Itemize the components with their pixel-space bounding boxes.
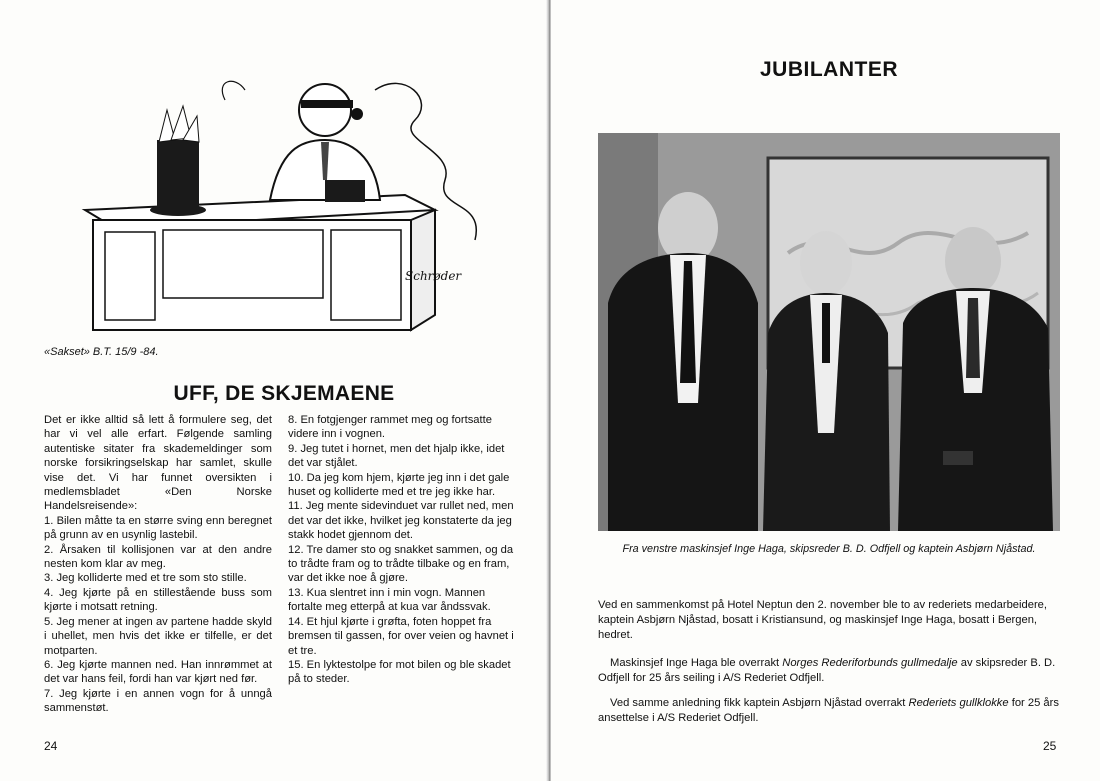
paragraph-3-part-1: Ved samme anledning fikk kaptein Asbjørn Njåstad overrakt — [610, 697, 909, 709]
award-medal: Norges Rederiforbunds gullmedalje — [782, 657, 958, 669]
list-item: 4. Jeg kjørte på en stillestående buss som kjørte i motsatt retning. — [44, 586, 272, 614]
paragraph-3-part-2: for 25 års ansettelse i A/S Rederiet Odfjell. — [598, 697, 1059, 724]
paragraph-2-part-2: av skipsreder B. D. Odfjell for 25 års seiling i A/S Rederiet Odfjell. — [598, 657, 1056, 684]
jubilee-heading: JUBILANTER — [760, 58, 899, 81]
award-watch: Rederiets gullklokke — [908, 697, 1009, 709]
cartoon-illustration — [75, 70, 535, 340]
paragraph-2 — [598, 656, 1060, 686]
list-item: 15. En lyktestolpe for mot bilen og ble skadet på to steder. — [288, 658, 511, 686]
page-number: 24 — [44, 739, 58, 753]
list-item: 8. En fotgjenger rammet meg og fortsatte videre inn i vognen. — [288, 414, 492, 441]
paragraph-2-text — [598, 656, 1060, 686]
group-photo — [598, 133, 1060, 531]
list-item: 10. Da jeg kom hjem, kjørte jeg inn i det gale huset og kolliderte med et tre jeg ikke har. — [288, 471, 510, 499]
paragraph-2-part-1: Maskinsjef Inge Haga ble overrakt — [610, 657, 783, 669]
list-item: 2. Årsaken til kollisjonen var at den andre nesten kom klar av meg. — [44, 543, 272, 571]
list-item: 11. Jeg mente sidevinduet var rullet ned, men det var det ikke, hvilket jeg konstaterte da jeg stakk hodet gjennom det. — [288, 500, 514, 542]
list-item: 14. Et hjul kjørte i grøfta, foten hoppet fra bremsen til gassen, for over veien og havnet i et tre. — [288, 615, 514, 657]
cartoon-signature: Schrøder — [405, 269, 462, 283]
list-item: 3. Jeg kolliderte med et tre som sto stille. — [44, 572, 247, 585]
list-item: 5. Jeg mener at ingen av partene hadde skyld i uhellet, men hvis det ikke er tilfelle, er det motparten. — [44, 615, 272, 657]
list-item: 6. Jeg kjørte mannen ned. Han innrømmet at det var hans feil, fordi han var kjørt ned før. — [44, 658, 272, 686]
list-item: 12. Tre damer sto og snakket sammen, og da to trådte fram og to trådte tilbake og en fram, var det ikke noe å gjøre. — [288, 543, 514, 585]
article-column-1 — [44, 413, 272, 716]
article-column-2 — [288, 413, 514, 687]
page-number: 25 — [1043, 739, 1057, 753]
paragraph-1 — [598, 598, 1060, 643]
paragraph-1-text: Ved en sammenkomst på Hotel Neptun den 2. november ble to av rederiets medarbeidere, kaptein Asbjørn Njåstad, bosatt i Kristiansund, og maskinsjef Inge Haga, bosatt i Bergen, hedret. — [598, 599, 1047, 641]
cartoon-caption: «Sakset» B.T. 15/9 -84. — [44, 346, 159, 358]
photo-caption: Fra venstre maskinsjef Inge Haga, skipsreder B. D. Odfjell og kaptein Asbjørn Njåstad. — [622, 543, 1036, 555]
left-page — [0, 0, 548, 781]
paragraph-3-text — [598, 696, 1060, 726]
list-item: 13. Kua slentret inn i min vogn. Mannen fortalte meg etterpå at kua var åndssvak. — [288, 586, 491, 614]
list-item: 9. Jeg tutet i hornet, men det hjalp ikke, idet det var stjålet. — [288, 442, 505, 470]
list-item: 7. Jeg kjørte i en annen vogn for å unngå sammenstøt. — [44, 687, 272, 715]
article-heading: UFF, DE SKJEMAENE — [173, 382, 395, 405]
paragraph-3 — [598, 696, 1060, 726]
article-intro: Det er ikke alltid så lett å formulere seg, det har vi vel alle erfart. Følgende samling autentiske sitater fra skademeldinger som norske forsikringselskap har samlet, skulle vise det. Vi har funnet oversikten i medlemsbladet «Den Norske Handelsreisende»: — [44, 414, 272, 513]
list-item: 1. Bilen måtte ta en større sving enn beregnet på grunn av en usynlig lastebil. — [44, 514, 272, 542]
